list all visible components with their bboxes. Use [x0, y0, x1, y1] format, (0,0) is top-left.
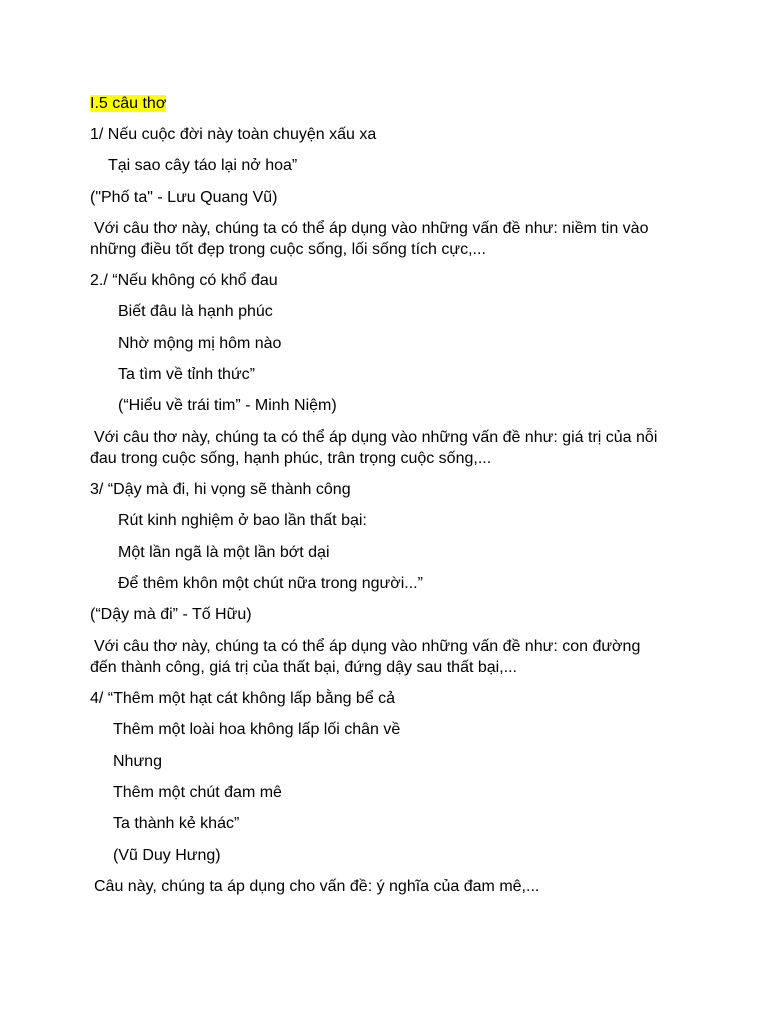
poem-2-line-4: Ta tìm về tỉnh thức”: [118, 366, 255, 383]
poem-2-source: (“Hiểu về trái tim” - Minh Niệm): [118, 397, 337, 414]
poem-3-line-4: Để thêm khôn một chút nữa trong người...”: [118, 575, 423, 592]
poem-2-line-2: Biết đâu là hạnh phúc: [118, 303, 273, 320]
poem-4-source: (Vũ Duy Hưng): [113, 847, 221, 864]
poem-1-line-1: 1/ Nếu cuộc đời này toàn chuyện xấu xa: [90, 126, 377, 143]
heading-highlight: I.5 câu thơ: [90, 95, 167, 112]
poem-2-line-3: Nhờ mộng mị hôm nào: [118, 335, 282, 352]
commentary-2-line-1: Với câu thơ này, chúng ta có thể áp dụng vào những vấn đề như: giá trị của nỗi: [94, 429, 658, 446]
poem-4-line-5: Ta thành kẻ khác”: [113, 815, 240, 832]
commentary-3-line-1: Với câu thơ này, chúng ta có thể áp dụng vào những vấn đề như: con đường: [94, 638, 641, 655]
poem-1-source: ("Phố ta" - Lưu Quang Vũ): [90, 189, 278, 206]
section-heading: [90, 93, 166, 114]
poem-4-line-4: Thêm một chút đam mê: [113, 784, 282, 801]
poem-3-source: (“Dậy mà đi” - Tố Hữu): [90, 606, 252, 623]
poem-1-line-2: Tại sao cây táo lại nở hoa”: [108, 157, 298, 174]
poem-3-line-2: Rút kinh nghiệm ở bao lần thất bại:: [118, 512, 367, 529]
commentary-1-line-2: những điều tốt đẹp trong cuộc sống, lối sống tích cực,...: [90, 241, 486, 258]
poem-2-line-1: 2./ “Nếu không có khổ đau: [90, 272, 278, 289]
commentary-4-line-1: Câu này, chúng ta áp dụng cho vấn đề: ý nghĩa của đam mê,...: [94, 878, 540, 895]
poem-4-line-1: 4/ “Thêm một hạt cát không lấp bằng bể cả: [90, 690, 396, 707]
poem-3-line-1: 3/ “Dậy mà đi, hi vọng sẽ thành công: [90, 481, 351, 498]
commentary-2-line-2: đau trong cuộc sống, hạnh phúc, trân trọng cuộc sống,...: [90, 450, 492, 467]
commentary-3-line-2: đến thành công, giá trị của thất bại, đứng dậy sau thất bại,...: [90, 659, 517, 676]
poem-3-line-3: Một lần ngã là một lần bớt dại: [118, 544, 330, 561]
poem-4-line-2: Thêm một loài hoa không lấp lối chân về: [113, 721, 401, 738]
commentary-1-line-1: Với câu thơ này, chúng ta có thể áp dụng vào những vấn đề như: niềm tin vào: [94, 220, 649, 237]
poem-4-line-3: Nhưng: [113, 753, 162, 770]
